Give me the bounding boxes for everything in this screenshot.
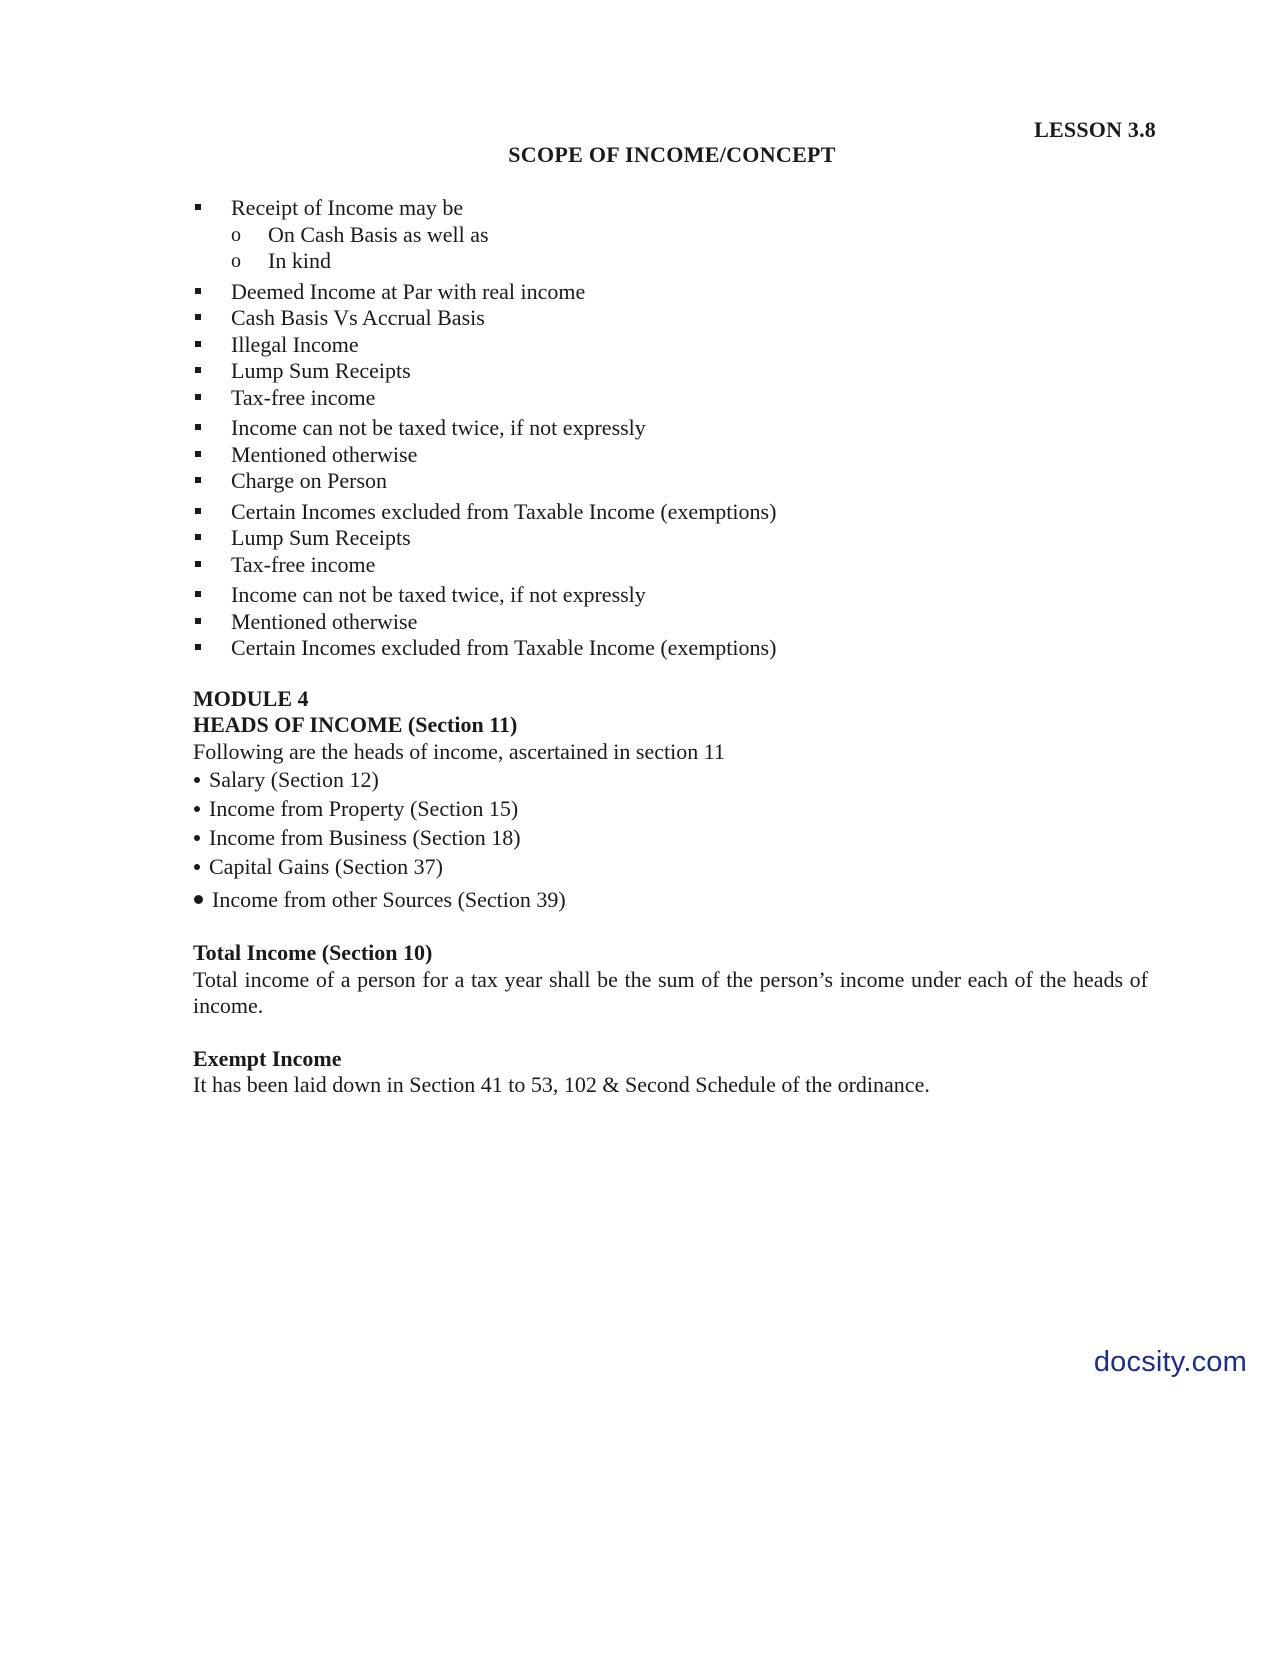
circle-bullet-icon: o [231, 223, 241, 246]
list-item: Tax-free income [193, 385, 1148, 412]
list-item: Deemed Income at Par with real income [193, 279, 1148, 306]
list-item: Lump Sum Receipts [193, 358, 1148, 385]
square-bullet-icon [195, 534, 201, 540]
list-item: Income can not be taxed twice, if not expressly [193, 582, 1148, 609]
square-bullet-icon [195, 341, 201, 347]
module-heading: HEADS OF INCOME (Section 11) [193, 712, 518, 737]
square-bullet-icon [195, 314, 201, 320]
total-income-text: Total income of a person for a tax year shall be the sum of the person’s income under each of the heads of income. [193, 966, 1148, 1018]
exempt-income-heading: Exempt Income [193, 1045, 342, 1071]
square-bullet-icon [195, 394, 201, 400]
scope-list [193, 195, 1148, 662]
list-item-receipt [193, 195, 1148, 275]
list-item: Lump Sum Receipts [193, 525, 1148, 552]
list-item: Illegal Income [193, 332, 1148, 359]
square-bullet-icon [195, 288, 201, 294]
square-bullet-icon [195, 508, 201, 514]
square-bullet-icon [195, 424, 201, 430]
receipt-sub-list [231, 222, 1148, 275]
list-item: Certain Incomes excluded from Taxable Income (exemptions) [193, 499, 1148, 526]
square-bullet-icon [195, 451, 201, 457]
list-item: Income from other Sources (Section 39) [193, 885, 1148, 914]
circle-bullet-icon: o [231, 250, 241, 272]
heads-list [193, 765, 1148, 914]
module-intro: Following are the heads of income, ascertained in section 11 [193, 738, 725, 764]
list-item: Charge on Person [193, 468, 1148, 495]
sub-list-item: o On Cash Basis as well as [231, 221, 489, 247]
list-item: Certain Incomes excluded from Taxable Income (exemptions) [193, 635, 1148, 662]
square-bullet-icon [195, 204, 201, 210]
square-bullet-icon [195, 367, 201, 373]
list-item: Income from Business (Section 18) [193, 823, 1148, 852]
module-label: MODULE 4 [193, 685, 309, 711]
list-item: Mentioned otherwise [193, 442, 1148, 469]
page-title: SCOPE OF INCOME/CONCEPT [508, 142, 836, 167]
page-content [193, 195, 1148, 1099]
round-bullet-icon [194, 895, 203, 904]
square-bullet-icon [195, 591, 201, 597]
square-bullet-icon [195, 561, 201, 567]
list-item: Salary (Section 12) [193, 765, 1148, 794]
list-item: Mentioned otherwise [193, 609, 1148, 636]
square-bullet-icon [195, 477, 201, 483]
lesson-number: LESSON 3.8 [1034, 117, 1156, 142]
square-bullet-icon [195, 618, 201, 624]
total-income-heading: Total Income (Section 10) [193, 940, 433, 965]
square-bullet-icon [195, 644, 201, 650]
round-bullet-icon [194, 864, 200, 870]
list-item-label: Receipt of Income may be [231, 195, 464, 220]
list-item: Income can not be taxed twice, if not expressly [193, 415, 1148, 442]
docsity-watermark[interactable]: docsity.com [1093, 1346, 1247, 1378]
list-item: Cash Basis Vs Accrual Basis [193, 305, 1148, 332]
round-bullet-icon [194, 777, 200, 783]
round-bullet-icon [194, 806, 200, 812]
sub-list-item: o In kind [231, 248, 331, 273]
list-item: Income from Property (Section 15) [193, 794, 1148, 823]
list-item: Capital Gains (Section 37) [193, 852, 1148, 881]
round-bullet-icon [194, 835, 200, 841]
exempt-income-text: It has been laid down in Section 41 to 53, 102 & Second Schedule of the ordinance. [193, 1072, 930, 1097]
list-item: Tax-free income [193, 552, 1148, 579]
